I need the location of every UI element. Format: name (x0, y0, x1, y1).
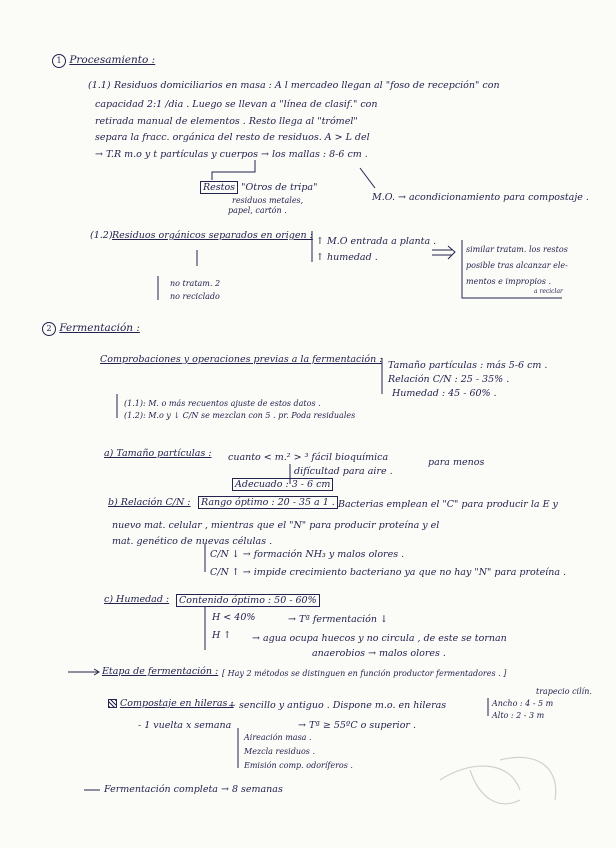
label-a (104, 448, 212, 459)
line: Fermentación completa → 8 semanas (104, 784, 283, 795)
etapa-bracket: [ Hay 2 métodos se distinguen en función productor fermentadores . ] (222, 669, 507, 678)
a-box (232, 479, 333, 490)
note: no reciclado (170, 292, 220, 301)
section-title: Fermentación : (59, 322, 140, 334)
note: similar tratam. los restos (466, 245, 568, 254)
cond: H ↑ (212, 630, 232, 641)
note: (1.2): M.o y ↓ C/N se mezclan con 5 . pr. Poda residuales (124, 411, 356, 420)
cond: Tamaño partículas : más 5-6 cm . (388, 360, 548, 371)
cond: Aireación masa . (244, 733, 312, 742)
b-box (198, 497, 338, 508)
label-b (108, 497, 191, 508)
label-b-text: b) Relación C/N : (108, 497, 191, 508)
compostaje-label: Compostaje en hileras : (120, 698, 234, 709)
line: → T.R m.o y t partículas y cuerpos → los mallas : 8-6 cm . (95, 149, 368, 160)
section-number: 2 (42, 322, 56, 336)
restos-sub: papel, cartón . (228, 206, 287, 215)
line: nuevo mat. celular , mientras que el "N" para producir proteína y el (112, 520, 440, 531)
line: separa la fracc. orgánica del resto de residuos. A > L del (95, 132, 370, 143)
compostaje-heading (108, 698, 234, 709)
a-box-text: Adecuado : 3 - 6 cm (232, 478, 333, 491)
line: + sencillo y antiguo . Dispone m.o. en hileras (228, 700, 447, 711)
dim: Ancho : 4 - 5 m (492, 699, 554, 708)
line: cuanto < m.² > ³ fácil bioquímica (228, 452, 389, 463)
note: mentos e impropios . (466, 277, 552, 286)
restos-note (200, 182, 317, 193)
note-tag: a reciclar (534, 288, 563, 295)
restos-label: "Otros de tripa" (241, 182, 318, 193)
line: Residuos orgánicos separados en origen : (112, 230, 313, 241)
line: retirada manual de elementos . Resto llega al "trómel" (95, 116, 358, 127)
cond: H < 40% (212, 612, 256, 623)
label-a-text: a) Tamaño partículas : (104, 448, 212, 459)
note-tag: trapecio cilín. (536, 687, 592, 696)
cond: Humedad : 45 - 60% . (392, 388, 497, 399)
line: difícultad para aire . (294, 466, 393, 477)
b-box-text: Rango óptimo : 20 - 35 a 1 . (198, 496, 338, 509)
restos-box: Restos (200, 181, 238, 194)
note: no tratam. 2 (170, 279, 221, 288)
line: mat. genético de nuevas células . (112, 536, 273, 547)
line: Comprobaciones y operaciones previas a la fermentación : (100, 354, 383, 365)
cond: ↑ M.O entrada a planta . (316, 236, 437, 247)
faint-pencil-marks (440, 757, 556, 803)
line: para menos (428, 457, 485, 468)
line: Residuos domiciliarios en masa : A l mercadeo llegan al "foso de recepción" con (114, 80, 500, 91)
note: posible tras alcanzar ele- (466, 261, 568, 270)
code-1-1: (1.1) (88, 80, 111, 91)
code-1-2: (1.2) (90, 230, 113, 241)
cond: Emisión comp. odoríferos . (244, 761, 353, 770)
section-title: Procesamiento : (69, 54, 156, 66)
square-bullet-icon (108, 699, 117, 708)
cond: Mezcla residuos . (244, 747, 315, 756)
c-box (176, 595, 320, 606)
cond: C/N ↓ → formación NH₃ y malos olores . (210, 549, 405, 560)
mo-note: M.O. → acondicionamiento para compostaje . (372, 192, 589, 203)
line: → Tª ≥ 55ºC o superior . (298, 720, 416, 731)
cond: anaerobios → malos olores . (312, 648, 446, 659)
c-box-text: Contenido óptimo : 50 - 60% (176, 594, 320, 607)
cond: C/N ↑ → impide crecimiento bacteriano ya que no hay "N" para proteína . (210, 567, 567, 578)
cond: → agua ocupa huecos y no circula , de este se tornan (252, 633, 507, 644)
cond: → Tª fermentación ↓ (288, 614, 388, 625)
cond: Relación C/N : 25 - 35% . (388, 374, 510, 385)
dim: Alto : 2 - 3 m (492, 711, 545, 720)
line: - 1 vuelta x semana (138, 720, 232, 731)
section-1-heading (52, 54, 155, 68)
section-number: 1 (52, 54, 66, 68)
restos-sub: residuos metales, (232, 196, 304, 205)
etapa-label: Etapa de fermentación : (102, 666, 219, 677)
label-c-text: c) Humedad : (104, 594, 170, 605)
line: capacidad 2:1 /dia . Luego se llevan a "línea de clasif." con (95, 99, 378, 110)
note: (1.1): M. o más recuentos ajuste de estos datos . (124, 399, 321, 408)
cond: ↑ humedad . (316, 252, 378, 263)
section-2-heading (42, 322, 140, 336)
label-c (104, 594, 169, 605)
line: Bacterias emplean el "C" para producir la E y (338, 499, 558, 510)
